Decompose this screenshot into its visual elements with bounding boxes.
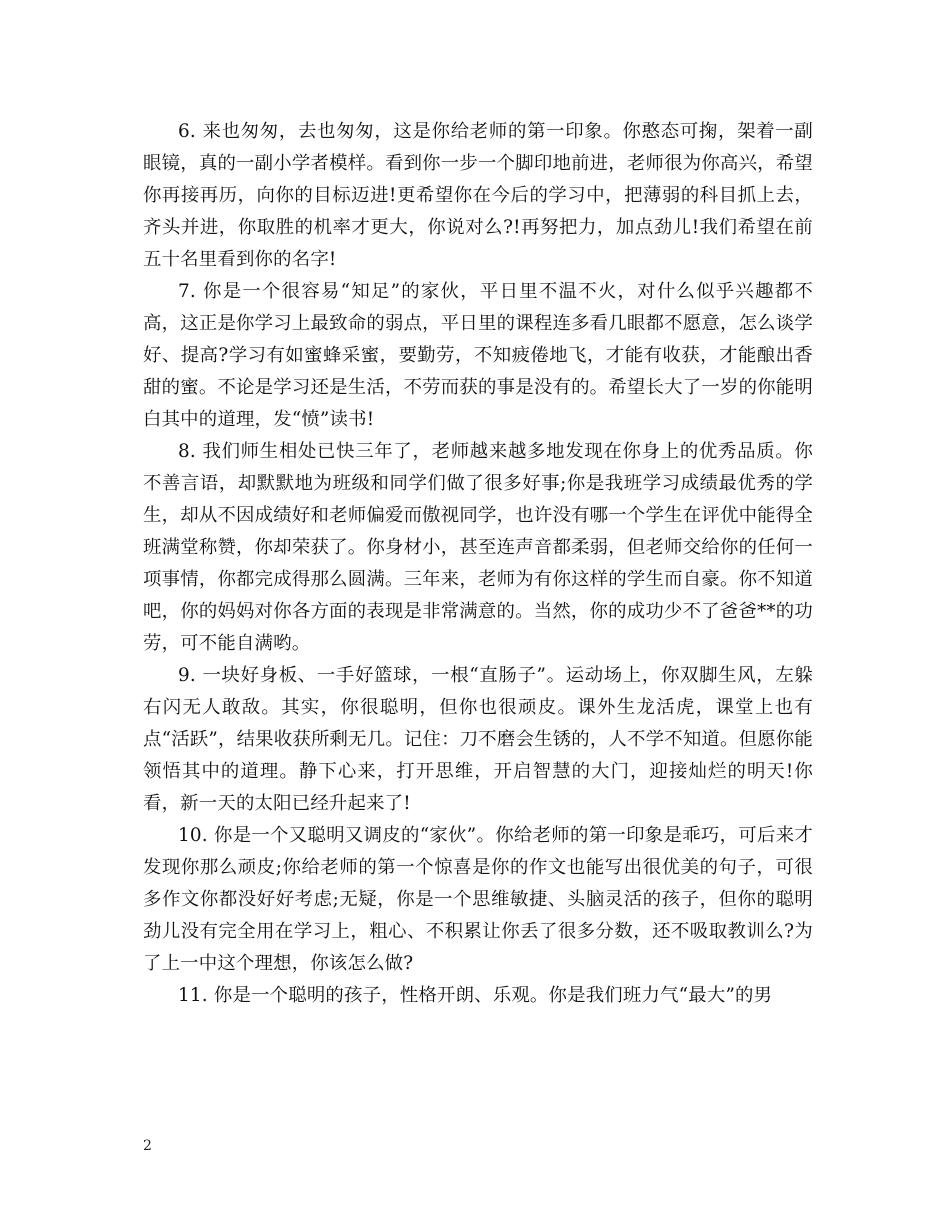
paragraph-9: 9. 一块好身板、一手好篮球，一根“直肠子”。运动场上，你双脚生风，左躲右闪无人敢敌。其实，你很聪明，但你也很顽皮。课外生龙活虎，课堂上也有点“活跃”，结果收获所剩无几。记住：刀不磨会生锈的，人不学不知道。但愿你能领悟其中的道理。静下心来，打开思维，开启智慧的大门，迎接灿烂的明天!你看，新一天的太阳已经升起来了! <box>143 665 813 814</box>
paragraph-7: 7. 你是一个很容易“知足”的家伙，平日里不温不火，对什么似乎兴趣都不高，这正是你学习上最致命的弱点，平日里的课程连多看几眼都不愿意，怎么谈学好、提高?学习有如蜜蜂采蜜，要勤劳，不知疲倦地飞，才能有收获，才能酿出香甜的蜜。不论是学习还是生活，不劳而获的事是没有的。希望长大了一岁的你能明白其中的道理，发“愤”读书! <box>143 281 813 430</box>
paragraph-10: 10. 你是一个又聪明又调皮的“家伙”。你给老师的第一印象是乖巧，可后来才发现你那么顽皮;你给老师的第一个惊喜是你的作文也能写出很优美的句子，可很多作文你都没好好考虑;无疑，你是一个思维敏捷、头脑灵活的孩子，但你的聪明劲儿没有完全用在学习上，粗心、不积累让你丢了很多分数，还不吸取教训么?为了上一中这个理想，你该怎么做? <box>143 825 813 974</box>
paragraph-11: 11. 你是一个聪明的孩子，性格开朗、乐观。你是我们班力气“最大”的男 <box>178 985 773 1006</box>
paragraph-6: 6. 来也匆匆，去也匆匆，这是你给老师的第一印象。你憨态可掬，架着一副眼镜，真的一副小学者模样。看到你一步一个脚印地前进，老师很为你高兴，希望你再接再历，向你的目标迈进!更希望你在今后的学习中，把薄弱的科目抓上去，齐头并进，你取胜的机率才更大，你说对么?!再努把力，加点劲儿!我们希望在前五十名里看到你的名字! <box>143 121 813 270</box>
document-body <box>143 116 813 1012</box>
paragraph-8: 8. 我们师生相处已快三年了，老师越来越多地发现在你身上的优秀品质。你不善言语，却默默地为班级和同学们做了很多好事;你是我班学习成绩最优秀的学生，却从不因成绩好和老师偏爱而傲视同学，也许没有哪一个学生在评优中能得全班满堂称赞，你却荣获了。你身材小，甚至连声音都柔弱，但老师交给你的任何一项事情，你都完成得那么圆满。三年来，老师为有你这样的学生而自豪。你不知道吧，你的妈妈对你各方面的表现是非常满意的。当然，你的成功少不了爸爸**的功劳，可不能自满哟。 <box>143 441 813 654</box>
page-number: 2 <box>143 1138 152 1154</box>
